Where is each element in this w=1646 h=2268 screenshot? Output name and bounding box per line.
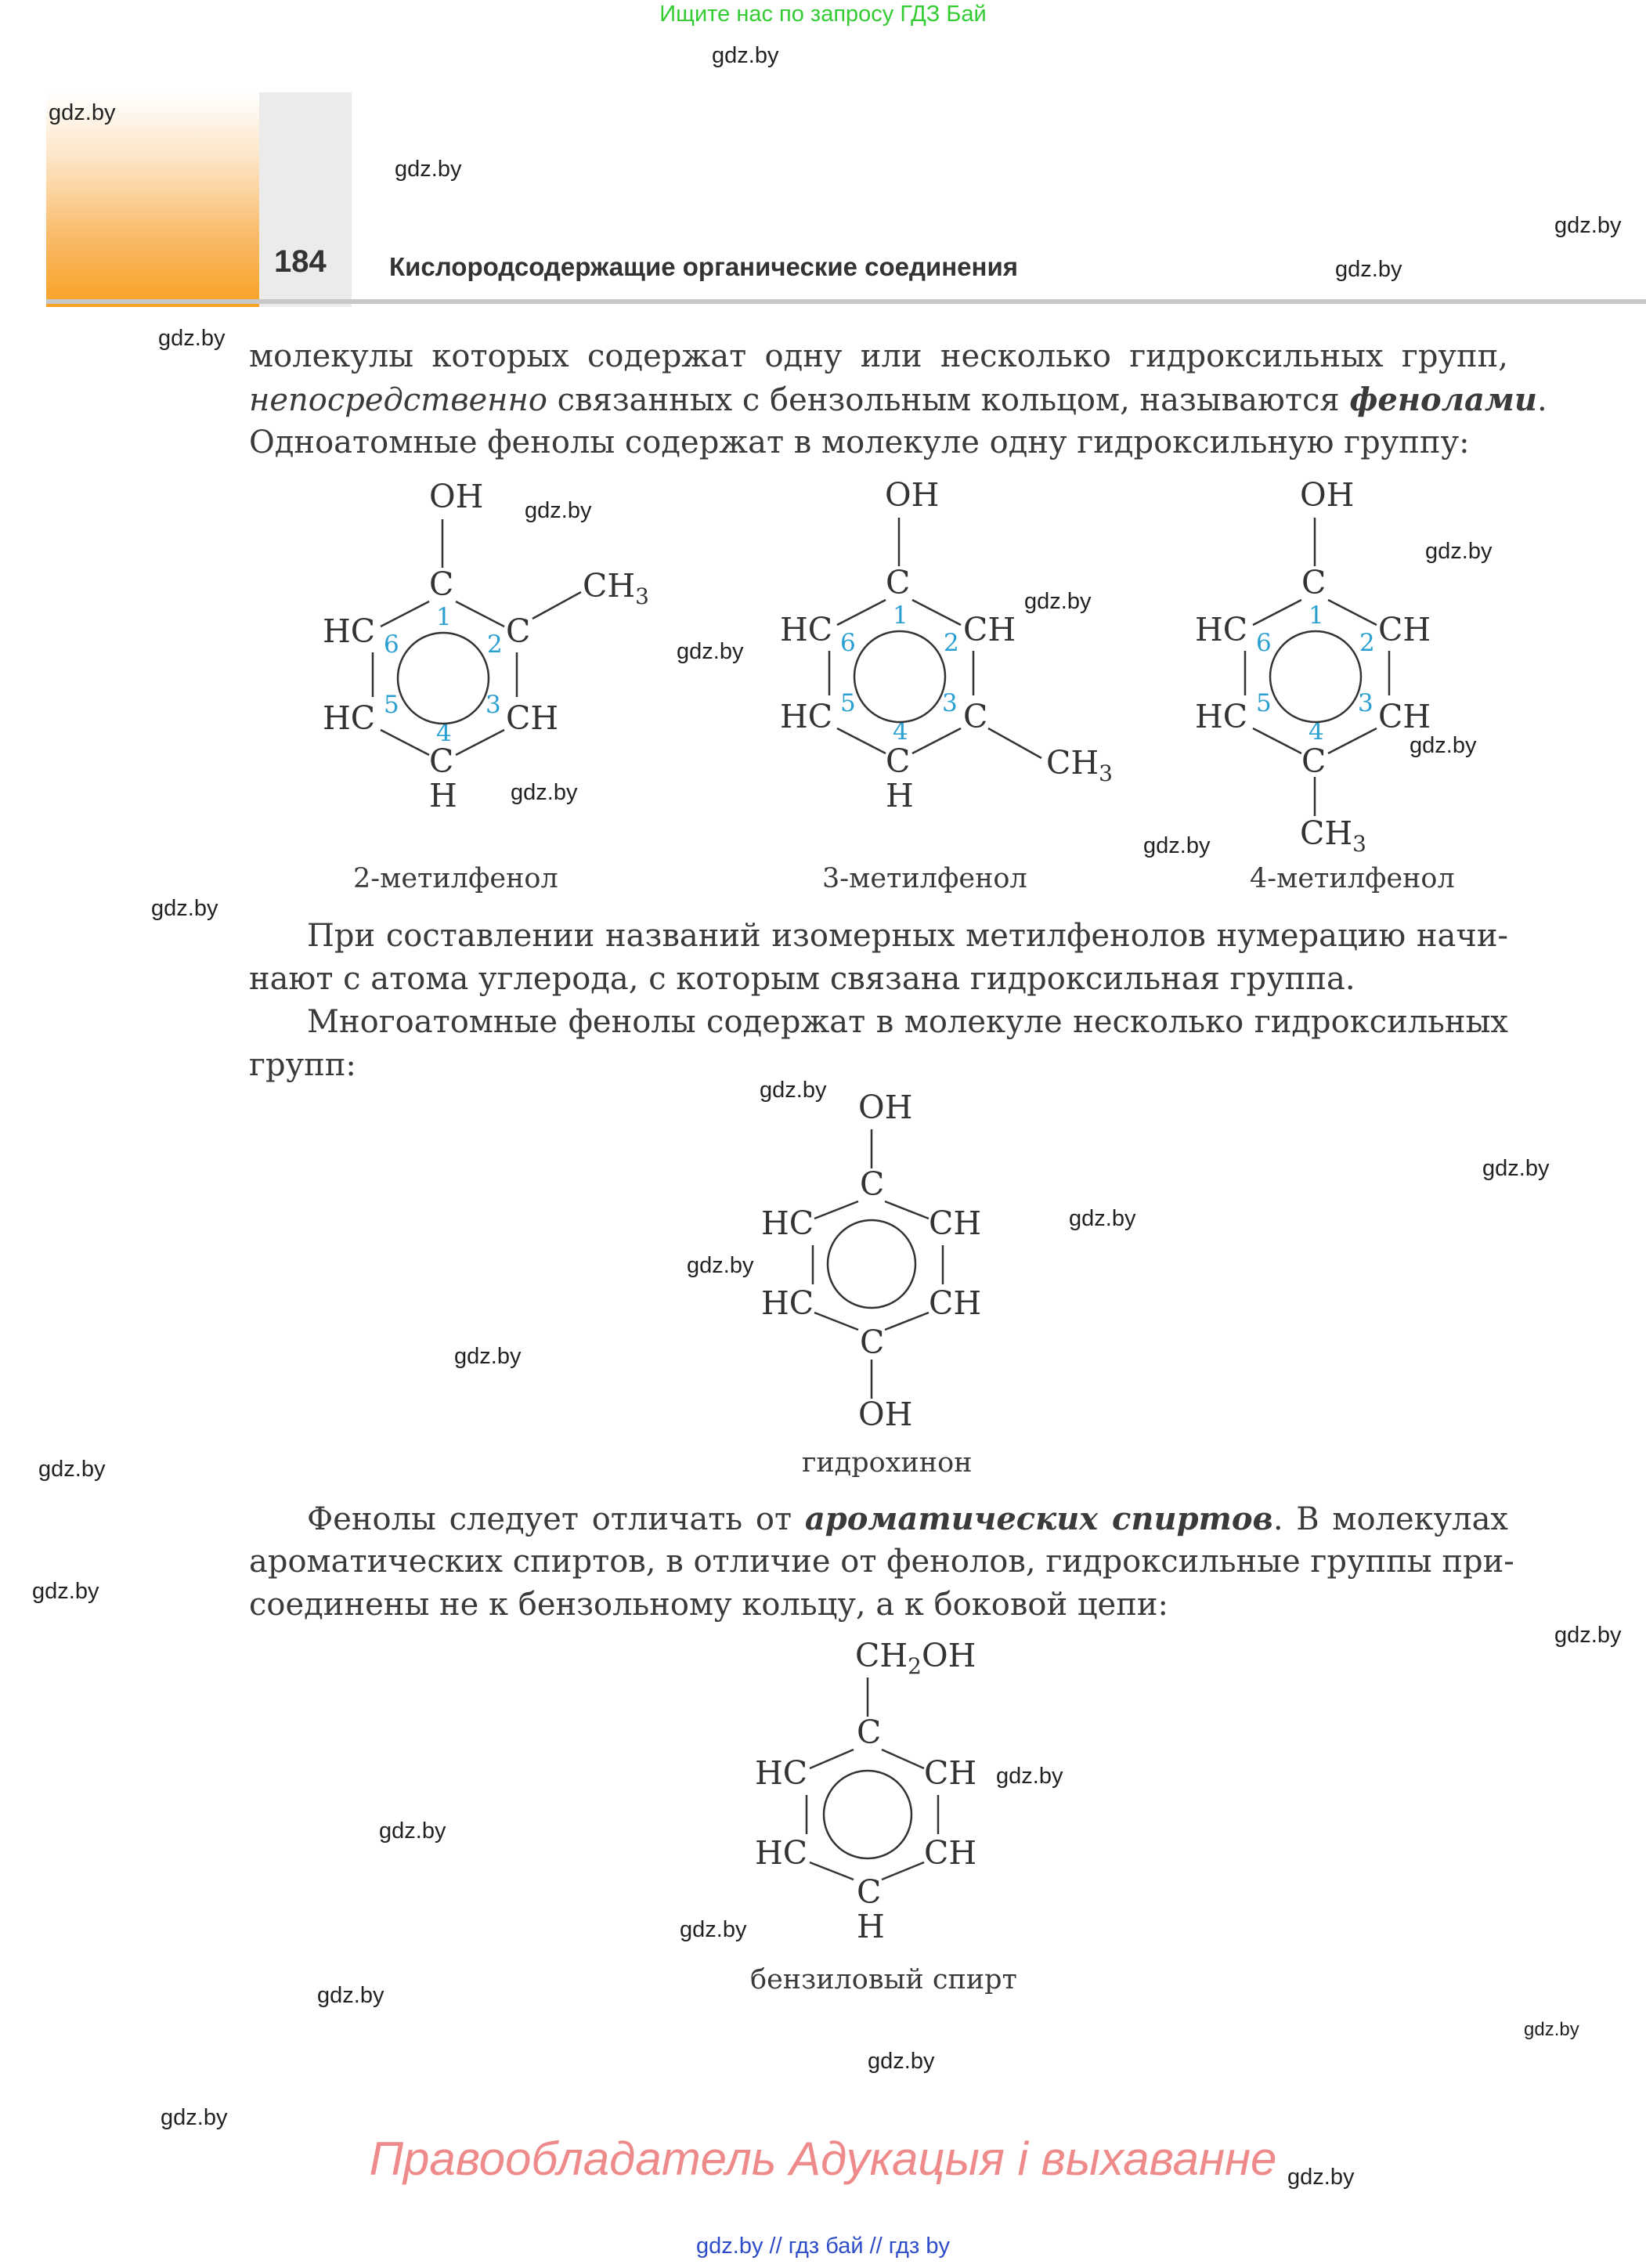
watermark: gdz.by [525, 498, 592, 523]
paragraph-line: непосредственно связанных с бензольным кольцом, называются фенолами. [249, 381, 1547, 418]
paragraph-line: групп: [249, 1047, 356, 1083]
ch-label: CH [1378, 698, 1431, 735]
ch-label: HC [780, 698, 833, 735]
caption-benzyl-alcohol: бензиловый спирт [750, 1964, 1017, 1995]
watermark: gdz.by [868, 2049, 935, 2074]
carbon-label: C [429, 742, 454, 780]
watermark: gdz.by [1524, 2019, 1579, 2040]
carbon-label: C [860, 1165, 885, 1203]
footer-links[interactable]: gdz.by // гдз бай // гдз by [696, 2234, 950, 2259]
watermark: gdz.by [49, 100, 116, 125]
watermark: gdz.by [677, 639, 744, 664]
watermark: gdz.by [454, 1344, 522, 1369]
watermark: gdz.by [680, 1917, 747, 1942]
paragraph-line: ароматических спиртов, в отличие от фенолов, гидроксильные группы при- [249, 1544, 1514, 1580]
watermark: gdz.by [395, 157, 462, 182]
ch-label: HC [1195, 611, 1248, 648]
carbon-label: C [506, 612, 531, 650]
hydroxyl-label: OH [885, 476, 940, 514]
hydrogen-label: H [857, 1908, 885, 1945]
top-notice: Ищите нас по запросу ГДЗ Бай [659, 2, 987, 27]
ch-label: HC [1195, 698, 1248, 735]
ring-number: 2 [944, 629, 959, 657]
ch-label: HC [323, 612, 376, 650]
watermark: gdz.by [1554, 1623, 1622, 1648]
watermark: gdz.by [1024, 589, 1092, 614]
ring-number: 1 [893, 601, 908, 630]
paragraph-line: Фенолы следует отличать от ароматических спиртов. В молекулах [307, 1501, 1508, 1537]
ch-label: HC [323, 699, 376, 737]
ch-label: CH [506, 699, 559, 737]
carbon-label: C [1301, 564, 1327, 601]
caption-hydroquinone: гидрохинон [802, 1447, 973, 1479]
ch-label: CH [929, 1204, 982, 1242]
page-number: 184 [274, 244, 327, 279]
ring-number: 1 [436, 603, 452, 631]
methyl-label: $CH_3$ [1046, 744, 1113, 787]
ch-label: HC [761, 1284, 814, 1322]
paragraph-line: молекулы которых содержат одну или несколько гидроксильных групп, [249, 338, 1508, 374]
watermark: gdz.by [151, 896, 218, 921]
watermark: gdz.by [712, 43, 779, 68]
ch-label: CH [929, 1284, 982, 1322]
ch-label: HC [780, 611, 833, 648]
ring-number: 3 [485, 691, 501, 719]
ring-number: 5 [840, 689, 856, 717]
copyright-notice: Правообладатель Адукацыя і выхаванне [369, 2133, 1277, 2185]
term-aromatic-alcohols: ароматических спиртов [804, 1501, 1273, 1537]
watermark: gdz.by [158, 326, 226, 351]
watermark: gdz.by [161, 2105, 228, 2130]
watermark: gdz.by [687, 1253, 754, 1278]
hydroxyl-label: OH [1300, 476, 1355, 514]
ch-label: CH [924, 1834, 977, 1872]
paragraph-line: Одноатомные фенолы содержат в молекуле одну гидроксильную группу: [249, 424, 1470, 460]
hydroxymethyl-label: $CH_2OH$ [855, 1637, 976, 1680]
hydroxyl-label: OH [858, 1396, 913, 1433]
methyl-label: $CH_3$ [1300, 814, 1366, 858]
ring-number: 1 [1308, 601, 1324, 630]
ring-number: 5 [1256, 689, 1272, 717]
ring-number: 3 [1358, 689, 1373, 717]
ch-label: CH [963, 611, 1016, 648]
caption-4-methylphenol: 4-метилфенол [1250, 863, 1455, 894]
watermark: gdz.by [1554, 213, 1622, 238]
ch-label: HC [755, 1834, 808, 1872]
term-phenols: фенолами [1349, 381, 1537, 418]
carbon-label: C [963, 698, 988, 735]
watermark: gdz.by [38, 1457, 106, 1482]
watermark: gdz.by [1482, 1156, 1550, 1181]
emphasis-text: непосредственно [249, 382, 547, 418]
ch-label: CH [924, 1754, 977, 1792]
watermark: gdz.by [1143, 833, 1211, 858]
caption-2-methylphenol: 2-метилфенол [353, 863, 558, 894]
hydrogen-label: H [886, 777, 914, 814]
ch-label: HC [755, 1754, 808, 1792]
watermark: gdz.by [1425, 539, 1493, 564]
ring-number: 6 [840, 629, 856, 657]
paragraph-line: Многоатомные фенолы содержат в молекуле несколько гидроксильных [307, 1004, 1508, 1040]
watermark: gdz.by [511, 780, 578, 805]
ring-number: 5 [384, 691, 399, 719]
watermark: gdz.by [1287, 2165, 1355, 2190]
ring-number: 4 [1308, 717, 1324, 746]
carbon-label: C [429, 565, 454, 603]
hydroxyl-label: OH [429, 478, 484, 515]
carbon-label: C [886, 742, 911, 780]
hydrogen-label: H [429, 777, 457, 814]
watermark: gdz.by [32, 1579, 99, 1604]
ch-label: HC [761, 1204, 814, 1242]
carbon-label: C [886, 564, 911, 601]
watermark: gdz.by [1335, 257, 1402, 282]
ring-number: 2 [1359, 629, 1375, 657]
paragraph-line: соединены не к бензольному кольцу, а к боковой цепи: [249, 1587, 1169, 1623]
running-header-title: Кислородсодержащие органические соединения [389, 252, 1019, 281]
paragraph-line: нают с атома углерода, с которым связана гидроксильная группа. [249, 961, 1355, 997]
carbon-label: C [857, 1873, 882, 1911]
ring-number: 6 [384, 630, 399, 659]
ch-label: CH [1378, 611, 1431, 648]
carbon-label: C [860, 1324, 885, 1361]
carbon-label: C [857, 1714, 882, 1751]
ring-number: 3 [942, 689, 958, 717]
watermark: gdz.by [1069, 1206, 1136, 1231]
ring-number: 2 [487, 630, 503, 659]
watermark: gdz.by [1410, 733, 1477, 758]
paragraph-line: При составлении названий изомерных метилфенолов нумерацию начи- [307, 918, 1508, 954]
ring-number: 4 [893, 717, 908, 746]
hydroxyl-label: OH [858, 1089, 913, 1126]
watermark: gdz.by [760, 1078, 827, 1103]
watermark: gdz.by [996, 1764, 1063, 1789]
carbon-label: C [1301, 742, 1327, 780]
ring-number: 6 [1256, 629, 1272, 657]
methyl-label: $CH_3$ [583, 567, 649, 610]
ring-number: 4 [436, 719, 452, 747]
watermark: gdz.by [379, 1818, 446, 1844]
watermark: gdz.by [317, 1983, 384, 2008]
caption-3-methylphenol: 3-метилфенол [822, 863, 1027, 894]
